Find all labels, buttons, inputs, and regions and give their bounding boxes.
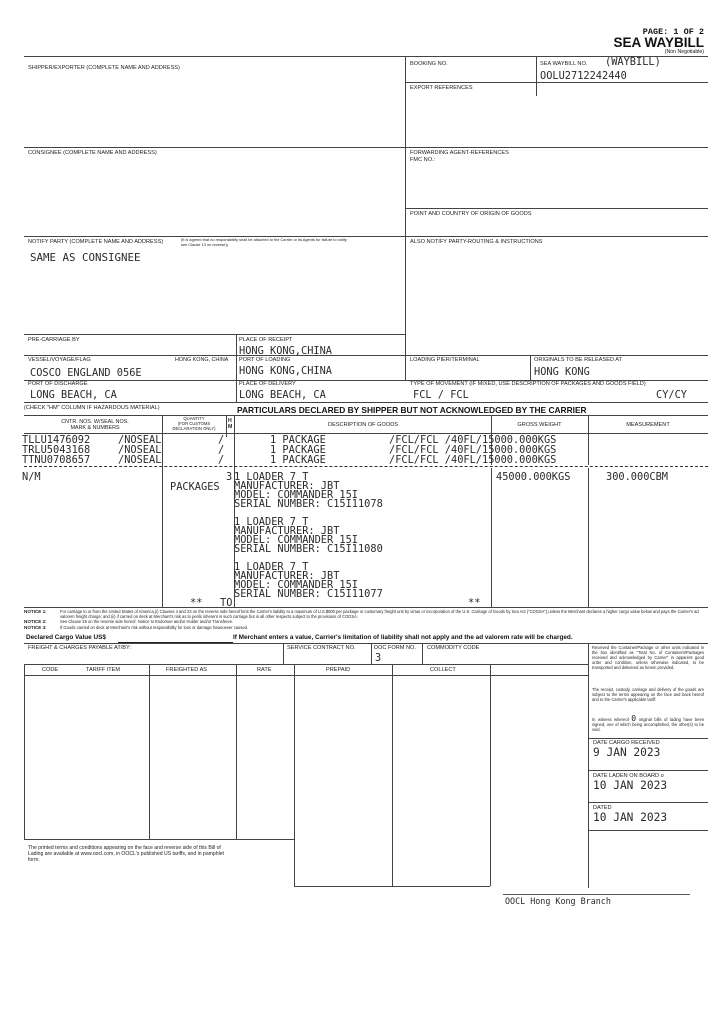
goods-line: 1 LOADER 7 T — [234, 561, 309, 573]
container-number: TRLU5043168 — [22, 444, 91, 456]
col-tariff: TARIFF ITEM — [86, 667, 121, 673]
container-slash: / — [218, 444, 225, 456]
service-contract-label: SERVICE CONTRACT NO. — [287, 645, 356, 651]
shipper-label: SHIPPER/EXPORTER (COMPLETE NAME AND ADDRESS) — [28, 65, 180, 71]
col-rate: RATE — [257, 667, 272, 673]
type-movement-label: TYPE OF MOVEMENT (IF MIXED, USE DESCRIPTION OF PACKAGES AND GOODS FIELD) — [410, 381, 646, 387]
goods-line: MANUFACTURER: JBT — [234, 480, 340, 492]
goods-line: 1 LOADER 7 T — [234, 471, 309, 483]
container-package: 1 PACKAGE — [270, 454, 326, 466]
waybill-number: OOLU2712242440 — [540, 70, 627, 82]
hm-label: H M — [228, 418, 233, 430]
notice-3-label: NOTICE 3: — [24, 625, 47, 630]
container-slash: / — [218, 454, 225, 466]
merchant-value-note: If Merchant enters a value, Carrier's limitation of liability shall not apply and the ad valorem rate will be charged. — [233, 634, 573, 641]
col-freighted: FREIGHTED AS — [166, 667, 208, 673]
gross-weight-label: GROSS WEIGHT — [517, 422, 562, 428]
place-delivery-value: LONG BEACH, CA — [239, 389, 326, 401]
commodity-code-label: COMMODITY CODE — [427, 645, 480, 651]
container-movement: /FCL/FCL /40FL/15000.000KGS — [389, 434, 557, 446]
receipt-paragraph-2: The receipt, custody, carriage and delivery of the goods are subject to the terms appearing on the face and back hereof and to the Carrier's applicable tariff. — [592, 687, 704, 702]
container-number: TLLU1476092 — [22, 434, 91, 446]
port-discharge-label: PORT OF DISCHARGE — [28, 381, 88, 387]
container-movement: /FCL/FCL /40FL/15000.000KGS — [389, 454, 557, 466]
waybill-no-label: SEA WAYBILL NO. — [540, 61, 588, 67]
notify-party-value: SAME AS CONSIGNEE — [30, 251, 141, 264]
pre-carriage-label: PRE-CARRIAGE BY — [28, 337, 80, 343]
originals-released-label: ORIGINALS TO BE RELEASED AT — [534, 357, 622, 363]
notice-3-text: If Goods carried on deck at Merchant's risk without responsibility for loss or damage howsoever caused. — [60, 625, 249, 630]
page-number: PAGE: 1 OF 2 — [642, 27, 704, 37]
witness-text-b: original bills of lading have been signed, one of which being accomplished, the other(s) to be void. — [592, 717, 705, 732]
non-negotiable-note: (Non Negotiable) — [664, 49, 704, 55]
container-number: TTNU0708657 — [22, 454, 91, 466]
export-references-label: EXPORT REFERENCES — [410, 85, 473, 91]
doc-form-value: 3 — [375, 652, 382, 664]
date-laden-label: DATE LADEN ON BOARD o — [593, 773, 664, 779]
goods-line: MANUFACTURER: JBT — [234, 570, 340, 582]
forwarding-agent-label: FORWARDING AGENT-REFERENCES — [410, 150, 509, 156]
container-seal: /NOSEAL — [118, 444, 162, 456]
container-package: 1 PACKAGE — [270, 434, 326, 446]
loading-pier-label: LOADING PIER/TERMINAL — [410, 357, 480, 363]
stars-right: ** — [468, 597, 481, 609]
freight-payable-label: FREIGHT & CHARGES PAYABLE AT/BY: — [28, 645, 131, 651]
container-seal: /NOSEAL — [118, 434, 162, 446]
vessel-label: VESSEL/VOYAGE/FLAG — [28, 357, 91, 363]
dated-label: DATED — [593, 805, 612, 811]
port-loading-value: HONG KONG,CHINA — [239, 365, 332, 377]
notify-note: (It is agreed that no responsibility shall be attached to the Carrier or its Agents for failure to notify see Clause 13 on reverse)) — [181, 237, 347, 247]
notice-2-text: See Clause 26 on the reverse side hereof. Notice to Endorsee and/or Holder and/or Transferee. — [60, 619, 234, 624]
container-seal: /NOSEAL — [118, 454, 162, 466]
total-gross-weight: 45000.000KGS — [496, 471, 571, 483]
container-package: 1 PACKAGE — [270, 444, 326, 456]
point-origin-label: POINT AND COUNTRY OF ORIGIN OF GOODS — [410, 211, 532, 217]
notice-1-label: NOTICE 1: — [24, 609, 47, 614]
fmc-no-label: FMC NO.: — [410, 157, 436, 163]
originals-released-value: HONG KONG — [534, 366, 590, 378]
goods-line: MODEL: COMMANDER 15I — [234, 489, 358, 501]
to-text: TO — [220, 597, 233, 609]
place-receipt-label: PLACE OF RECEIPT — [239, 337, 293, 343]
doc-form-label: DOC FORM NO. — [374, 645, 416, 651]
place-receipt-value: HONG KONG,CHINA — [239, 345, 332, 357]
col-prepaid: PREPAID — [326, 667, 351, 673]
marks-value: N/M — [22, 471, 41, 483]
receipt-paragraph-1: Received the Container/Package or other units indicated in the box identified as "Total No. of Containers/Packages received and acknowledged by Carrier" in apparent good order and condition, unless otherwise indicated, to be transported and delivered as herein provided. — [592, 645, 704, 670]
waybill-word: (WAYBILL) — [605, 56, 661, 68]
signature-office: OOCL Hong Kong Branch — [505, 896, 611, 906]
goods-line: 1 LOADER 7 T — [234, 516, 309, 528]
stars-left: ** — [190, 597, 203, 609]
goods-line: MODEL: COMMANDER 15I — [234, 534, 358, 546]
witness-text-a: In witness whereof — [592, 717, 629, 722]
goods-line: SERIAL NUMBER: C15I11078 — [234, 498, 383, 510]
check-hm-label: (CHECK "HM" COLUMN IF HAZARDOUS MATERIAL) — [24, 405, 160, 411]
vessel-overprint: HONG KONG, CHINA — [175, 357, 229, 363]
movement-left-value: FCL / FCL — [413, 389, 469, 401]
port-discharge-value: LONG BEACH, CA — [30, 389, 117, 401]
dated-value: 10 JAN 2023 — [593, 811, 668, 824]
goods-line: SERIAL NUMBER: C15I11080 — [234, 543, 383, 555]
consignee-label: CONSIGNEE (COMPLETE NAME AND ADDRESS) — [28, 150, 157, 156]
quantity-number: 3 — [226, 471, 233, 483]
container-slash: / — [218, 434, 225, 446]
notice-1-text: For carriage to or from the United States of America,(i) Clauses 4 and 23 on the reverse side hereof limit the Carrier's liability to a maximum of U.S.$500 per package or customary freight unit by virtue or incorporation of the U.S. Carriage of Goods by Sea Act ("COGSA"),unless the Merchant declares a higher cargo value below and pays the Carrier's ad valorem freight charge; and (ii) if carried on deck at Merchant's risk as to perils inherent in such carriage but in all other respects subject to the provisions of COGSA. — [60, 609, 699, 619]
movement-right-value: CY/CY — [656, 389, 687, 401]
notify-party-label: NOTIFY PARTY (COMPLETE NAME AND ADDRESS) — [28, 239, 164, 245]
particulars-title: PARTICULARS DECLARED BY SHIPPER BUT NOT ACKNOWLEDGED BY THE CARRIER — [237, 405, 587, 415]
goods-line: MODEL: COMMANDER 15I — [234, 579, 358, 591]
goods-line: SERIAL NUMBER: C15I11077 — [234, 588, 383, 600]
place-delivery-label: PLACE OF DELIVERY — [239, 381, 296, 387]
quantity-label: QUANTITY (FOR CUSTOMS DECLARATION ONLY) — [172, 416, 216, 431]
also-notify-label: ALSO NOTIFY PARTY-ROUTING & INSTRUCTIONS — [410, 239, 543, 245]
goods-line: MANUFACTURER: JBT — [234, 525, 340, 537]
witness-zero: 0 — [631, 714, 637, 723]
col-collect: COLLECT — [430, 667, 456, 673]
date-received-label: DATE CARGO RECEIVED — [593, 740, 660, 746]
measurement-label: MEASUREMENT — [626, 422, 670, 428]
cntr-nos-label: CNTR. NOS. W/SEAL NOS. MARK & NUMBERS — [61, 419, 129, 431]
declared-value-label: Declared Cargo Value US$ — [26, 634, 106, 641]
total-measurement: 300.000CBM — [606, 471, 668, 483]
document-title: SEA WAYBILL — [613, 35, 704, 50]
col-code: CODE — [42, 667, 59, 673]
vessel-value: COSCO ENGLAND 056E — [30, 367, 142, 379]
date-received-value: 9 JAN 2023 — [593, 746, 661, 759]
description-label: DESCRIPTION OF GOODS — [328, 422, 398, 428]
receipt-paragraph-3 — [592, 714, 705, 733]
container-movement: /FCL/FCL /40FL/15000.000KGS — [389, 444, 557, 456]
port-loading-label: PORT OF LOADING — [239, 357, 291, 363]
notice-2-label: NOTICE 2: — [24, 619, 47, 624]
date-laden-value: 10 JAN 2023 — [593, 779, 668, 792]
printed-terms: The printed terms and conditions appearing on the face and reverse side of this Bill of Lading are available at www.oocl.com, in OOCL's published US tariffs, and in pamphlet form. — [28, 845, 224, 863]
booking-no-label: BOOKING NO. — [410, 61, 448, 67]
quantity-unit: PACKAGES — [170, 481, 220, 493]
